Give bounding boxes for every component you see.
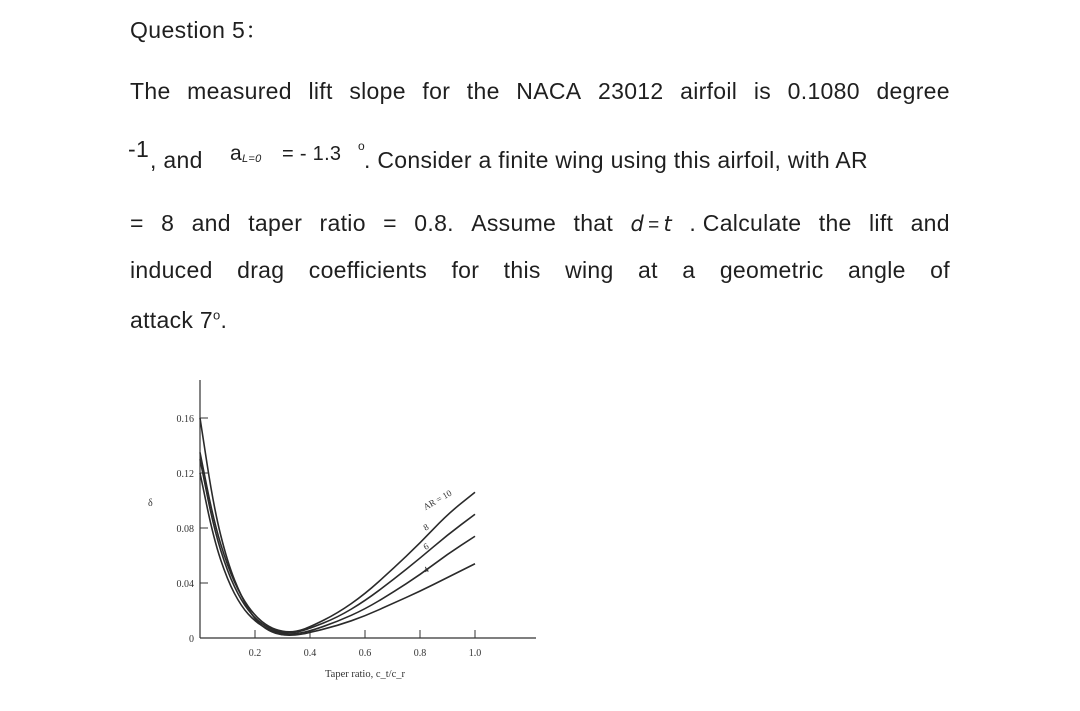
x-tick-label: 0.2: [248, 648, 262, 659]
y-tick-label: 0.16: [176, 414, 194, 425]
series-label: 8: [421, 521, 431, 533]
word: =: [130, 210, 144, 236]
series-label: AR = 10: [421, 487, 454, 512]
word: a: [682, 257, 696, 283]
word: the: [466, 78, 500, 104]
alpha-subscript: L=0: [242, 153, 262, 165]
word: . Calculate: [689, 210, 802, 236]
question-line-3: [130, 210, 950, 237]
word: geometric: [719, 257, 824, 283]
taper-ratio-figure: [140, 372, 550, 697]
x-tick-label: 0.8: [413, 648, 427, 659]
line-2-rest: . Consider a finite wing using this airfoil, with AR: [364, 147, 868, 173]
period: .: [220, 307, 228, 333]
alpha-symbol: a: [230, 142, 242, 165]
degree-symbol: o: [358, 139, 365, 153]
word: ratio: [319, 210, 366, 236]
word: is: [753, 78, 772, 104]
x-axis-label: Taper ratio, c_t/c_r: [324, 669, 406, 680]
question-line-4: [130, 257, 950, 284]
attack-text: attack 7: [130, 307, 213, 333]
word: at: [638, 257, 658, 283]
word: 23012: [598, 78, 664, 104]
word: this: [503, 257, 541, 283]
word: drag: [237, 257, 285, 283]
word: degree: [876, 78, 950, 104]
word: Assume: [471, 210, 557, 236]
delta-symbol: d: [630, 212, 645, 236]
y-tick-label: 0: [189, 634, 194, 645]
word: the: [818, 210, 852, 236]
word: and: [910, 210, 950, 236]
word: NACA: [516, 78, 582, 104]
series-label: 6: [421, 540, 431, 552]
word: for: [451, 257, 480, 283]
alpha-value: = - 1.3: [282, 143, 342, 165]
word: lift: [869, 210, 894, 236]
word: lift: [308, 78, 333, 104]
series-line-ar4: [200, 418, 475, 635]
word: for: [422, 78, 451, 104]
word: induced: [130, 257, 213, 283]
word: 8: [161, 210, 175, 236]
word: of: [930, 257, 950, 283]
word: measured: [187, 78, 292, 104]
word: airfoil: [680, 78, 738, 104]
word: and: [191, 210, 231, 236]
word: 0.1080: [787, 78, 860, 104]
delta-vs-taper-chart: [140, 372, 550, 692]
degree-symbol: o: [212, 307, 221, 323]
x-tick-label: 0.6: [358, 648, 372, 659]
word: that: [573, 210, 614, 236]
equals: =: [648, 215, 660, 236]
x-tick-label: 0.4: [303, 648, 317, 659]
y-tick-label: 0.08: [176, 524, 194, 535]
question-title: Question 5：: [130, 17, 269, 43]
word: coefficients: [308, 257, 428, 283]
y-tick-label: 0.12: [176, 469, 194, 480]
word: wing: [565, 257, 614, 283]
and-text: , and: [150, 147, 203, 173]
chart-series: [200, 418, 475, 635]
word: angle: [847, 257, 906, 283]
word: taper: [248, 210, 303, 236]
delta-equals-tau: [630, 212, 672, 237]
x-tick-label: 1.0: [468, 648, 482, 659]
question-line-5: [130, 307, 950, 334]
word: =: [383, 210, 397, 236]
chart-axes: [177, 380, 537, 659]
y-axis-label: δ: [148, 498, 153, 509]
word: slope: [349, 78, 406, 104]
word: The: [130, 78, 171, 104]
word: 0.8.: [414, 210, 454, 236]
y-tick-label: 0.04: [176, 579, 194, 590]
series-line-ar8: [200, 459, 475, 632]
tau-symbol: t: [663, 212, 673, 236]
question-line-1: [130, 78, 950, 105]
exponent-minus-one: -1: [128, 136, 150, 162]
series-label: 4: [421, 564, 431, 576]
